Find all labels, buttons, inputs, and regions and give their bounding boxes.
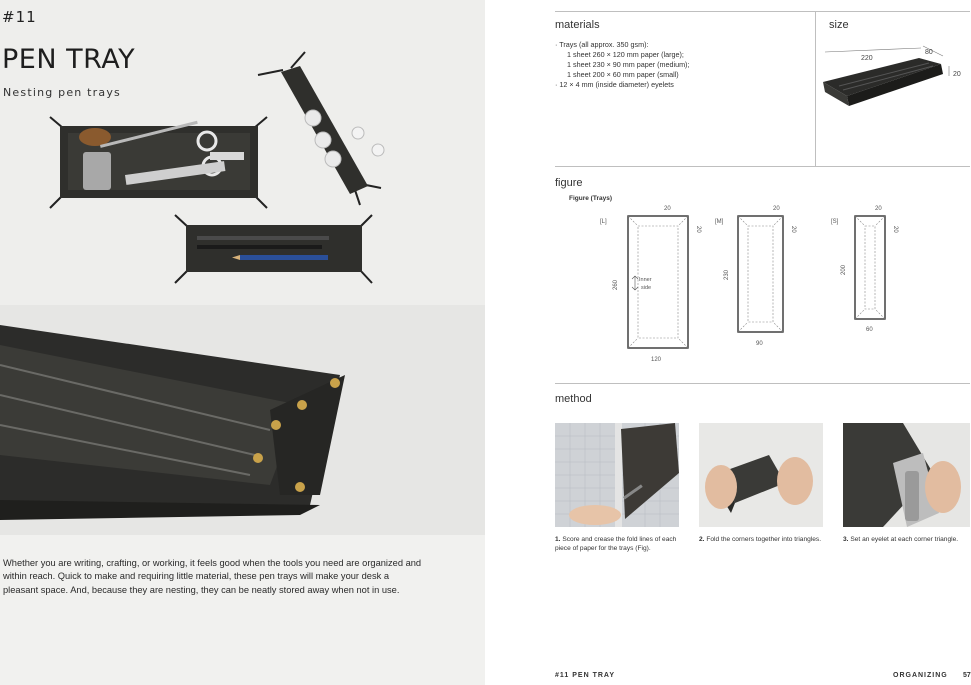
tray-s-length-label: 200 <box>841 264 847 275</box>
tray-s-corner-side-label: 20 <box>892 226 898 233</box>
tray-l-outline <box>628 216 688 348</box>
left-page <box>0 0 485 685</box>
materials-item: 1 sheet 200 × 60 mm paper (small) <box>567 70 679 79</box>
tray-m-corner-label: 20 <box>773 206 780 212</box>
large-tray-shape <box>50 117 267 208</box>
materials-item: 1 sheet 230 × 90 mm paper (medium); <box>567 60 690 69</box>
materials-item: · Trays (all approx. 350 gsm): <box>555 40 649 49</box>
trays-closeup-illustration <box>0 305 485 535</box>
step-1-text: Score and crease the fold lines of each piece of paper for the trays (Fig). <box>555 536 677 552</box>
method-heading: method <box>555 393 592 405</box>
materials-list <box>555 40 805 90</box>
tray-m-outline <box>738 216 783 332</box>
intro-paragraph: Whether you are writing, crafting, or working, it feels good when the tools you need are organized and within reach. Quick to make and requiring little material, these pen trays will make your desk a pleasant space. And, because they are nesting, they can be neatly stored away when not in use. <box>3 558 422 595</box>
materials-item: · 12 × 4 mm (inside diameter) eyelets <box>555 80 674 89</box>
trays-closeup-photo <box>0 305 485 535</box>
tray-s-tag: [S] <box>831 219 839 225</box>
size-divider <box>815 11 816 166</box>
tray-m-corner-side-label: 20 <box>790 226 796 233</box>
tray-s-width-label: 60 <box>866 327 873 333</box>
project-number: #11 <box>2 8 37 26</box>
step-3-number: 3. <box>843 536 849 543</box>
size-diagram <box>819 44 970 114</box>
step-1-number: 1. <box>555 536 561 543</box>
tray-s-outline <box>855 216 885 319</box>
footer-section: ORGANIZING <box>893 672 948 679</box>
step-1-photo <box>555 423 679 527</box>
figure-heading: figure <box>555 177 583 189</box>
tray-l-corner-side-label: 20 <box>695 226 701 233</box>
step-2-number: 2. <box>699 536 705 543</box>
size-length-label: 220 <box>861 55 873 62</box>
tray-l-width-label: 120 <box>651 357 662 363</box>
step-2-photo <box>699 423 823 527</box>
flip-arrow-icon <box>632 276 638 290</box>
step-2-caption <box>699 535 823 544</box>
right-page <box>485 0 970 685</box>
top-rule <box>555 11 970 12</box>
materials-heading: materials <box>555 19 600 31</box>
page-title: PEN TRAY <box>2 44 136 75</box>
size-heading: size <box>829 19 849 31</box>
step-3-photo <box>843 423 970 527</box>
tray-templates-figure <box>595 200 915 370</box>
materials-item: 1 sheet 260 × 120 mm paper (large); <box>567 50 684 59</box>
tray-l-length-label: 260 <box>613 279 619 290</box>
page-subtitle: Nesting pen trays <box>3 86 121 99</box>
tray-l-note-side: side <box>641 285 652 291</box>
tray-l-tag: [L] <box>600 219 607 225</box>
tray-m-length-label: 230 <box>724 269 730 280</box>
figure-bottom-rule <box>555 383 970 384</box>
materials-bottom-rule <box>555 166 970 167</box>
page-number: 57 <box>963 672 971 679</box>
step-2-text: Fold the corners together into triangles. <box>706 536 822 543</box>
step-3-caption <box>843 535 970 544</box>
size-height-label: 20 <box>953 71 961 78</box>
figure-label: Figure (Trays) <box>569 195 612 202</box>
step-1-caption <box>555 535 681 553</box>
tray-m-tag: [M] <box>715 219 724 225</box>
tray-l-corner-label: 20 <box>664 206 671 212</box>
size-width-label: 80 <box>925 49 933 56</box>
tray-l-note-inner: Inner <box>639 277 652 283</box>
tray-s-corner-label: 20 <box>875 206 882 212</box>
step-3-text: Set an eyelet at each corner triangle. <box>850 536 959 543</box>
footer-project: #11 PEN TRAY <box>555 672 615 679</box>
tray-m-width-label: 90 <box>756 341 763 347</box>
